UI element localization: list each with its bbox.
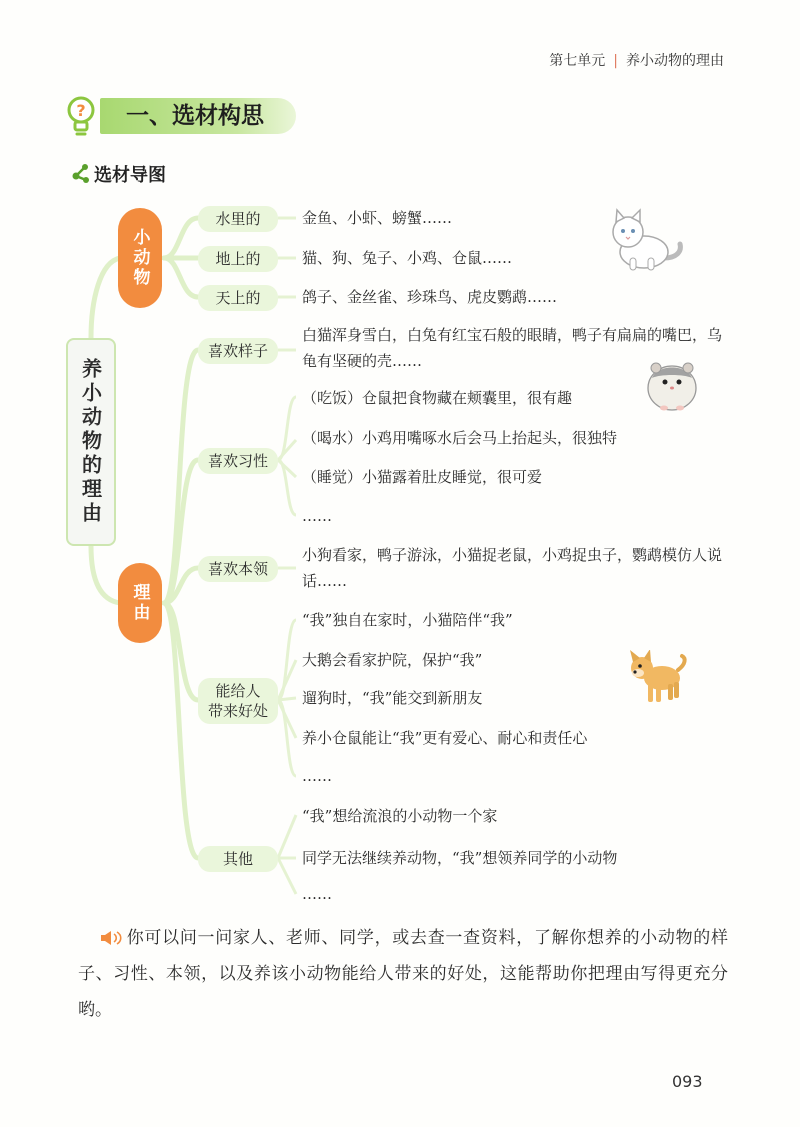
chapter-title: 养小动物的理由 (626, 53, 724, 69)
node-benefits-line2: 带来好处 (207, 702, 268, 720)
svg-text:?: ? (76, 101, 86, 120)
page-number: 093 (672, 1072, 703, 1091)
leaf-benefit-responsibility: 养小仓鼠能让“我”更有爱心、耐心和责任心 (302, 729, 588, 747)
leaf-land: 猫、狗、兔子、小鸡、仓鼠…… (302, 249, 513, 267)
leaf-benefit-more: …… (302, 767, 332, 785)
node-habits: 喜欢习性 (198, 448, 278, 474)
section-title: 一、选材构思 (100, 98, 296, 134)
leaf-habit-more: …… (302, 507, 332, 525)
node-looks: 喜欢样子 (198, 338, 278, 364)
mindmap-root (66, 338, 116, 546)
leaf-sky: 鸽子、金丝雀、珍珠鸟、虎皮鹦鹉…… (302, 288, 558, 306)
category-reasons (118, 563, 162, 643)
leaf-habit-eat: （吃饭）仓鼠把食物藏在颊囊里，很有趣 (302, 389, 573, 407)
category-animals-label: 小动物 (129, 228, 150, 288)
node-benefits (198, 678, 278, 724)
node-sky: 天上的 (198, 285, 278, 311)
leaf-water: 金鱼、小虾、螃蟹…… (302, 209, 453, 227)
category-animals (118, 208, 162, 308)
tip-paragraph (78, 920, 728, 1028)
node-water: 水里的 (198, 206, 278, 232)
mindmap-subtitle: 选材导图 (94, 165, 166, 186)
leaf-looks: 白猫浑身雪白，白兔有红宝石般的眼睛，鸭子有扁扁的嘴巴，乌龟有坚硬的壳…… (302, 326, 723, 370)
leaf-other-more: …… (302, 885, 332, 903)
node-skills: 喜欢本领 (198, 556, 278, 582)
dog-illustration (626, 650, 688, 706)
leaf-benefit-guard: 大鹅会看家护院，保护“我” (302, 651, 483, 669)
cat-illustration (604, 206, 686, 272)
root-label: 养小动物的理由 (78, 358, 103, 526)
leaf-other-adopt: 同学无法继续养动物，“我”想领养同学的小动物 (302, 849, 618, 867)
leaf-habit-drink: （喝水）小鸡用嘴啄水后会马上抬起头，很独特 (302, 429, 618, 447)
unit-label: 第七单元 (549, 53, 606, 69)
node-benefits-line1: 能给人 (215, 682, 261, 700)
hamster-illustration (644, 356, 700, 414)
leaf-benefit-friends: 遛狗时，“我”能交到新朋友 (302, 689, 483, 707)
header-separator: | (613, 53, 618, 69)
tip-text: 你可以问一问家人、老师、同学，或去查一查资料，了解你想养的小动物的样子、习性、本领，以及养该小动物能给人带来的好处，这能帮助你把理由写得更充分哟。 (78, 928, 728, 1020)
leaf-skills: 小狗看家，鸭子游泳，小猫捉老鼠，小鸡捉虫子，鹦鹉模仿人说话…… (302, 546, 723, 590)
leaf-habit-sleep: （睡觉）小猫露着肚皮睡觉，很可爱 (302, 468, 543, 486)
leaf-benefit-company: “我”独自在家时，小猫陪伴“我” (302, 611, 513, 629)
category-reasons-label: 理由 (129, 583, 150, 623)
node-land: 地上的 (198, 246, 278, 272)
leaf-other-stray: “我”想给流浪的小动物一个家 (302, 807, 498, 825)
node-other: 其他 (198, 846, 278, 872)
